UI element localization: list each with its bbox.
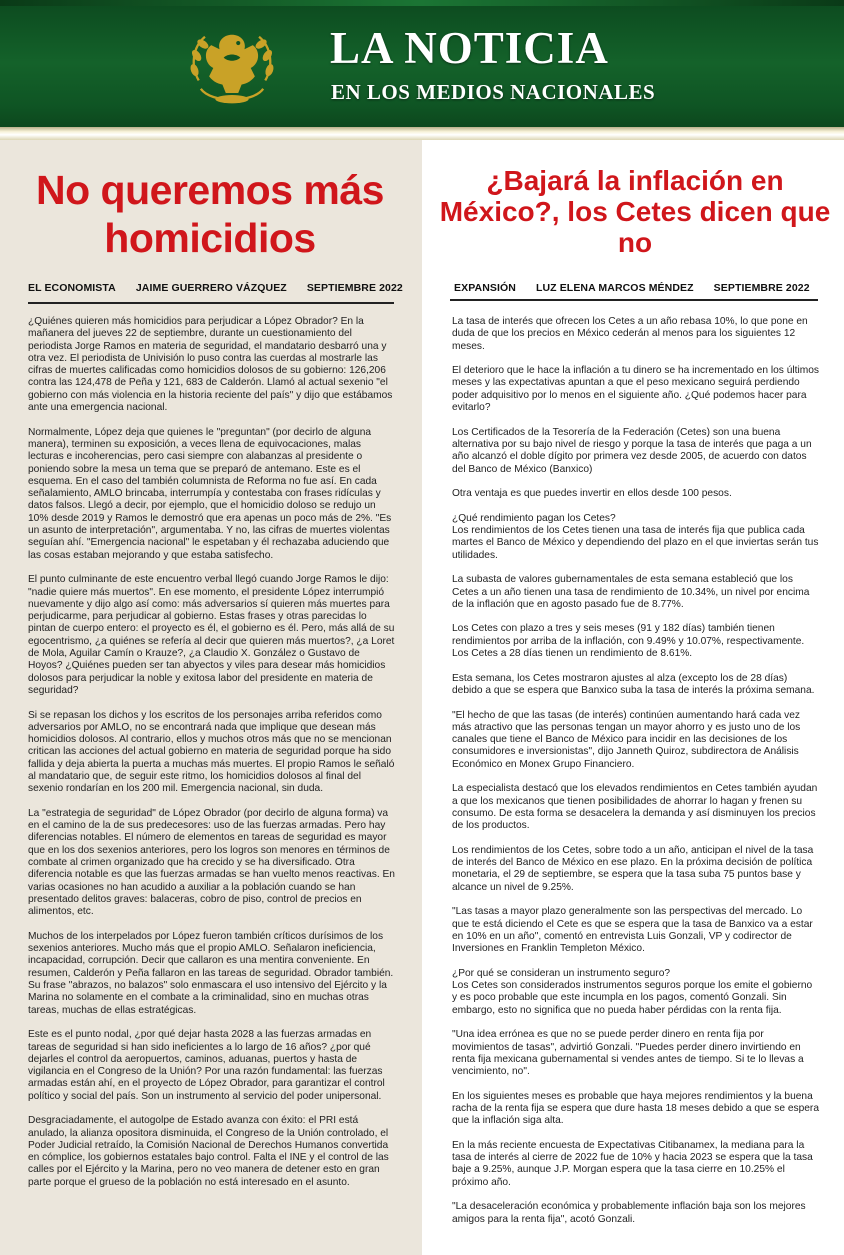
left-article-body [28, 316, 396, 1189]
left-byline-date: SEPTIEMBRE 2022 [306, 282, 403, 294]
right-paragraph: La subasta de valores gubernamentales de esta semana estableció que los Cetes a un año tienen una tasa de rendimiento de 10.34%, un nivel por encima de la inflación que en agosto pasado fue de 8.77%. [452, 574, 810, 610]
right-paragraph: Los Certificados de la Tesorería de la Federación (Cetes) son una buena alternativa por su bajo nivel de riesgo y porque la tasa de interés que paga a un año alcanzó el doble dígito por primera vez desde 2005, de acuerdo con datos del Banco de México (Banxico) [452, 426, 812, 475]
right-article-body [452, 316, 820, 1226]
right-byline-date: SEPTIEMBRE 2022 [713, 282, 810, 294]
left-article-headline: No queremos más homicidios [36, 167, 384, 261]
banner-top-band [0, 0, 844, 6]
right-paragraph: ¿Por qué se consideran un instrumento seguro? Los Cetes son considerados instrumentos seguros porque los emite el gobierno y es poco probable que este incumpla en los pagos, comentó Gonzali. Sin embargo, esto no significa que no pueda haber pérdidas con la renta fija. [452, 967, 813, 1016]
banner-divider-stripe [0, 127, 844, 140]
masthead-banner [0, 0, 844, 140]
masthead-title: LA NOTICIA [330, 23, 609, 73]
right-paragraph: "Una idea errónea es que no se puede perder dinero en renta fija por movimientos de tasas", advirtió Gonzali. "Puedes perder dinero invirtiendo en renta fija mexicana gubernamental si vendes antes de tiempo. Si te lo llevas a vencimiento, no". [452, 1029, 804, 1078]
left-paragraph: ¿Quiénes quieren más homicidios para perjudicar a López Obrador? En la mañanera del jueves 22 de septiembre, durante un cuestionamiento del periodista Jorge Ramos en materia de seguridad, el mandatario desbarró una y otra vez. El periodista de Univisión lo puso contra las cuerdas al mostrarle las cifras de muertes calificadas como homicidios dolosos de su gobierno: 126,206 contra las 124,478 de Peña y 121, 683 de Calderón. Llamó al actual sexenio "el gobierno con más violencia en la historia reciente del país" y dijo que estábamos ante una emergencia nacional. [28, 316, 393, 414]
right-paragraph: La especialista destacó que los elevados rendimientos en Cetes también ayudan a que los mexicanos que tienen posibilidades de ahorrar lo hagan y frenen su consumo. De esta forma se desacelera la demanda y así disminuyen los precios de los productos. [452, 783, 818, 832]
right-paragraph: "Las tasas a mayor plazo generalmente son las perspectivas del mercado. Lo que te está diciendo el Cete es que se espera que la tasa de Banxico va a estar en 10% en un año", comentó en entrevista Luis Gonzali, VP y codirector de Inversiones en Franklin Templeton México. [452, 906, 813, 955]
masthead-subtitle: EN LOS MEDIOS NACIONALES [331, 80, 656, 104]
right-paragraph: Los rendimientos de los Cetes, sobre todo a un año, anticipan el nivel de la tasa de interés del Banco de México en ese plazo. En la próxima decisión de política monetaria, el 29 de septiembre, se espera que la tasa suba 75 puntos base y alcance un nivel de 9.25%. [452, 844, 814, 893]
right-byline-rule [450, 299, 818, 301]
left-paragraph: Muchos de los interpelados por López fueron también críticos durísimos de los sexenios anteriores. Mucho más que el propio AMLO. Señalaron ineficiencia, incapacidad, corrupción. Decir que callaron es una mentira conveniente. En resumen, Calderón y Peña fallaron en las tareas de seguridad. Obrador también. Su frase "abrazos, no balazos" solo enmascara el uso intensivo del Ejército y la Marina no solamente en el combate a la criminalidad, sino en muchas otras tareas, muchas de ellas estratégicas. [28, 930, 394, 1016]
right-paragraph: ¿Qué rendimiento pagan los Cetes? Los rendimientos de los Cetes tienen una tasa de interés fija que publica cada martes el Banco de México y dependiendo del plazo en el que inviertas serán tus utilidades. [452, 512, 819, 561]
left-paragraph: La "estrategia de seguridad" de López Obrador (por decirlo de alguna forma) va en el camino de la de sus predecesores: uso de las fuerzas armadas. Pero hay diferencias notables. El número de elementos en tareas de seguridad es mayor que en los dos sexenios anteriores, pero los logros son menores en términos de combate al crimen organizado que ha crecido y se ha diversificado. Otra diferencia notable es que las fuerzas armadas se han vuelto menos reactivas. En varias ocasiones no han acudido a auxiliar a la población cuando se han presentado delitos graves: balaceras, cobro de piso, control de precios en alimentos, etc. [28, 807, 395, 918]
left-byline-rule [28, 302, 394, 304]
right-article-byline [454, 282, 822, 294]
left-paragraph: Este es el punto nodal, ¿por qué dejar hasta 2028 a las fuerzas armadas en tareas de seguridad si han sido ineficientes a lo largo de 16 años? ¿por qué dejarles el control da aeropuertos, caminos, aduanas, puertos y hasta de vigilancia en el Congreso de la Unión? Por una razón fundamental: las fuerzas armadas están ahí, en el proyecto de López Obrador, para garantizar el control político y social del país. Son un instrumento al servicio del poder unipersonal. [28, 1029, 385, 1102]
left-byline-author: JAIME GUERRERO VÁZQUEZ [135, 282, 287, 294]
left-paragraph: El punto culminante de este encuentro verbal llegó cuando Jorge Ramos le dijo: "nadie quiere más muertos". En ese momento, el presidente López interrumpió nuevamente y dijo algo así como: más adversarios sí quieren más muertes para perjudicarme, para perjudicar al gobierno. Estas frases y otras parecidas lo pintan de cuerpo entero: el proyecto es él, el gobierno es él. Pero, más allá de su egocentrismo, ¿a quiénes se refería al decir que quieren más muertos?, ¿a Loret de Mola, Aguilar Camín o Krauze?, ¿a Claudio X. González o Gustavo de Hoyos? ¿Quiénes pueden ser tan abyectos y viles para desear más homicidios dolosos para perjudicar la noble y exitosa labor del presidente en materia de seguridad? [28, 574, 395, 696]
right-paragraph: "El hecho de que las tasas (de interés) continúen aumentando hará cada vez más atractivo que las personas tengan un mayor ahorro y es justo uno de los canales que tiene el Banco de México para incidir en las decisiones de los consumidores e inversionistas", dijo Janneth Quiroz, subdirectora de Análisis Económico en Monex Grupo Financiero. [452, 709, 801, 770]
right-byline-author: LUZ ELENA MARCOS MÉNDEZ [535, 282, 694, 294]
left-paragraph: Desgraciadamente, el autogolpe de Estado avanza con éxito: el PRI está anulado, la alianza opositora disminuida, el Congreso de la Unión controlado, el Poder Judicial retraído, la Comisión Nacional de Derechos Humanos convertida en cómplice, los gobiernos estatales bajo control. Falta el INE y el control de las calles por el Ejército y la Marina, pero no veo manera de detener esto en gran parte porque el grueso de la población no está interesado en el asunto. [28, 1115, 389, 1188]
left-paragraph: Si se repasan los dichos y los escritos de los personajes arriba referidos como adversarios por AMLO, no se encontrará nada que implique que desean más homicidios dolosos. Al contrario, ellos y muchos otros más que no se mencionan critican las acciones del actual gobierno en materia de seguridad porque ha sido fallida y deja abierta la puerta a muchas más muertes. El propio Ramos le señaló al mandatario que, de seguir este ritmo, los homicidios dolosos al final del sexenio rondarían en los 200 mil. Emergencia nacional, sin duda. [28, 709, 395, 795]
right-paragraph: En los siguientes meses es probable que haya mejores rendimientos y la buena racha de la renta fija se espera que dure hasta 18 meses debido a que se espera que la inflación siga alta. [452, 1090, 819, 1127]
right-paragraph: Los Cetes con plazo a tres y seis meses (91 y 182 días) también tienen rendimientos por arriba de la inflación, con 9.49% y 10.07%, respectivamente. Los Cetes a 28 días tienen un rendimiento de 8.61%. [452, 623, 805, 660]
right-paragraph: Esta semana, los Cetes mostraron ajustes al alza (excepto los de 28 días) debido a que se espera que Banxico suba la tasa de interés la próxima semana. [452, 672, 815, 696]
right-paragraph: En la más reciente encuesta de Expectativas Citibanamex, la mediana para la tasa de interés al cierre de 2022 fue de 10% y hacia 2023 se espera que la tasa baje a 9.25%, aunque J.P. Morgan espera que la tasa cierre en 10.25% el próximo año. [452, 1139, 813, 1188]
right-paragraph: Otra ventaja es que puedes invertir en ellos desde 100 pesos. [452, 488, 732, 500]
right-paragraph: La tasa de interés que ofrecen los Cetes a un año rebasa 10%, lo que pone en duda de que los precios en México cederán al menos para los siguientes 12 meses. [452, 316, 808, 352]
left-article-byline [28, 282, 403, 294]
right-paragraph: El deterioro que le hace la inflación a tu dinero se ha incrementado en los últimos meses y las expectativas apuntan a que el peso mexicano seguirá perdiendo poder adquisitivo por lo menos en el siguiente año. ¿Qué podemos hacer para evitarlo? [452, 365, 819, 414]
left-paragraph: Normalmente, López deja que quienes le "preguntan" (por decirlo de alguna manera), terminen su exposición, a veces llena de equivocaciones, malas lecturas e incoherencias, pero casi siempre con alabanzas al presidente o poniendo sobre la mesa un tema que se preparó de antemano. Este es el esquema. En el caso del también columnista de Reforma no fue así. En cada señalamiento, AMLO brincaba, interrumpía y contestaba con frases ridículas y datos falsos. Llegó a decir, por ejemplo, que el homicidio doloso se redujo un 10% desde 2019 y Ramos le demostró que era apenas un poco más de 2%. "Es un asunto de interpretación", argumentaba. Y no, las cifras de muertes violentas seguían ahí. "Emergencia nacional" le espetaban y él rechazaba aduciendo que las cosas estaban mejorando y que estaba satisfecho. [28, 426, 392, 561]
right-paragraph: "La desaceleración económica y probablemente inflación baja son los mejores amigos para la renta fija", acotó Gonzali. [452, 1201, 806, 1225]
right-byline-source: EXPANSIÓN [454, 282, 516, 294]
left-article-column [0, 140, 422, 1255]
mexican-eagle-seal-icon [180, 16, 284, 120]
left-byline-source: EL ECONOMISTA [28, 282, 116, 294]
right-article-headline: ¿Bajará la inflación en México?, los Cetes dicen que no [439, 165, 831, 258]
right-article-column [422, 140, 844, 1255]
